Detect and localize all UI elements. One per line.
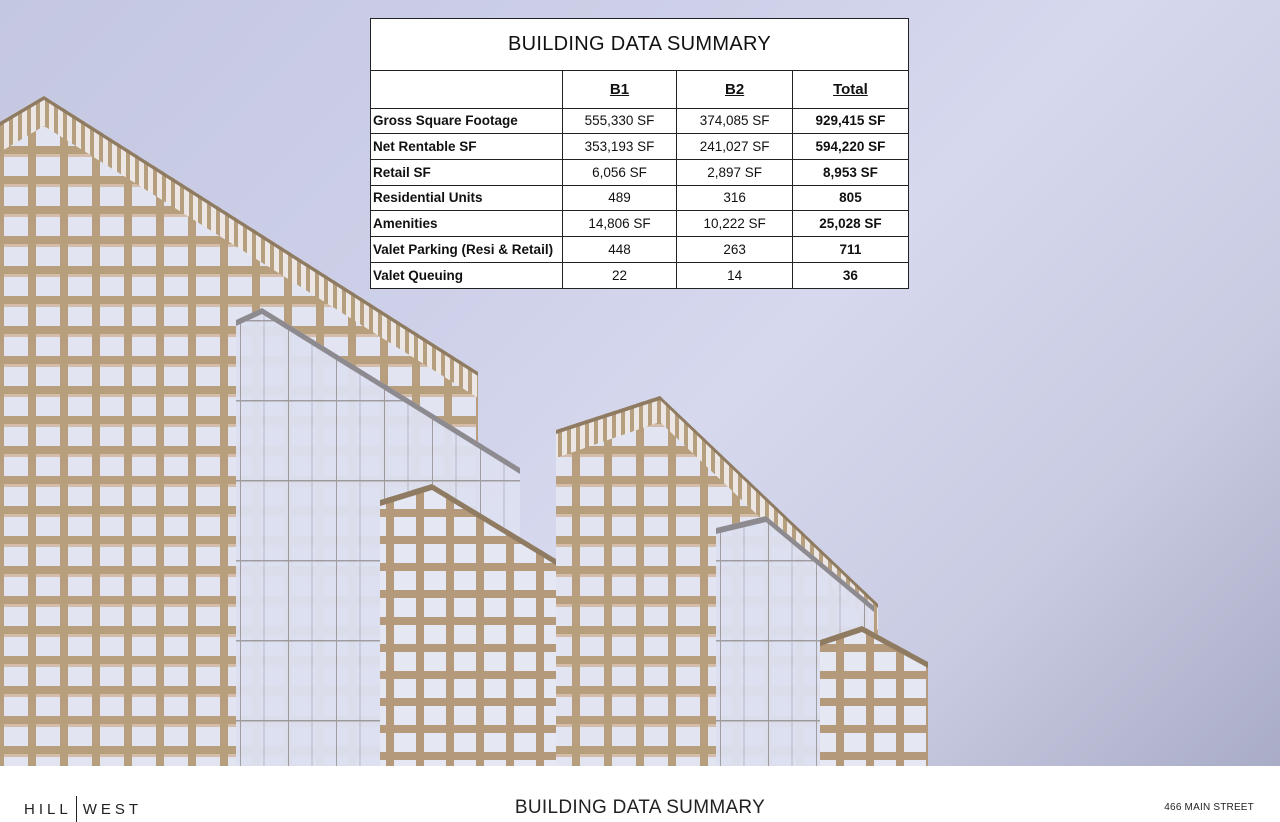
cell-b2: 10,222 SF <box>677 211 793 237</box>
cell-total: 25,028 SF <box>792 211 908 237</box>
cell-b2: 14 <box>677 262 793 288</box>
cell-b2: 374,085 SF <box>677 108 793 134</box>
cell-b2: 241,027 SF <box>677 134 793 160</box>
row-label: Net Rentable SF <box>371 134 562 160</box>
table-row <box>371 211 908 237</box>
row-label: Residential Units <box>371 185 562 211</box>
cell-b1: 555,330 SF <box>562 108 677 134</box>
table-row <box>371 159 908 185</box>
cell-b2: 263 <box>677 236 793 262</box>
cell-total: 711 <box>792 236 908 262</box>
cell-total: 594,220 SF <box>792 134 908 160</box>
page-footer <box>0 766 1280 822</box>
cell-b1: 489 <box>562 185 677 211</box>
cell-b1: 6,056 SF <box>562 159 677 185</box>
row-label: Valet Queuing <box>371 262 562 288</box>
row-label: Gross Square Footage <box>371 108 562 134</box>
cell-b1: 14,806 SF <box>562 211 677 237</box>
cell-b1: 22 <box>562 262 677 288</box>
cell-total: 8,953 SF <box>792 159 908 185</box>
brand-left-word: HILL <box>24 800 72 818</box>
row-label: Valet Parking (Resi & Retail) <box>371 236 562 262</box>
building-data-summary-table <box>370 18 909 289</box>
cell-b2: 316 <box>677 185 793 211</box>
cell-b1: 448 <box>562 236 677 262</box>
cell-b1: 353,193 SF <box>562 134 677 160</box>
cell-total: 36 <box>792 262 908 288</box>
cell-total: 929,415 SF <box>792 108 908 134</box>
row-label: Retail SF <box>371 159 562 185</box>
row-label: Amenities <box>371 211 562 237</box>
column-header-b2: B2 <box>677 71 793 108</box>
cell-b2: 2,897 SF <box>677 159 793 185</box>
column-header-total: Total <box>792 71 908 108</box>
table-row <box>371 185 908 211</box>
table-row <box>371 236 908 262</box>
table-header-row <box>371 71 908 108</box>
column-header-b1: B1 <box>562 71 677 108</box>
tower-b1-lower-block <box>380 484 574 766</box>
brand-right-word: WEST <box>82 800 143 818</box>
footer-title: BUILDING DATA SUMMARY <box>514 797 766 818</box>
cell-total: 805 <box>792 185 908 211</box>
tower-b2-lower-block <box>820 626 928 766</box>
column-header-blank <box>371 71 562 108</box>
table-row <box>371 108 908 134</box>
table-row <box>371 262 908 288</box>
data-table <box>371 71 908 288</box>
table-row <box>371 134 908 160</box>
summary-title: BUILDING DATA SUMMARY <box>371 19 908 71</box>
footer-address: 466 MAIN STREET <box>1164 802 1254 813</box>
